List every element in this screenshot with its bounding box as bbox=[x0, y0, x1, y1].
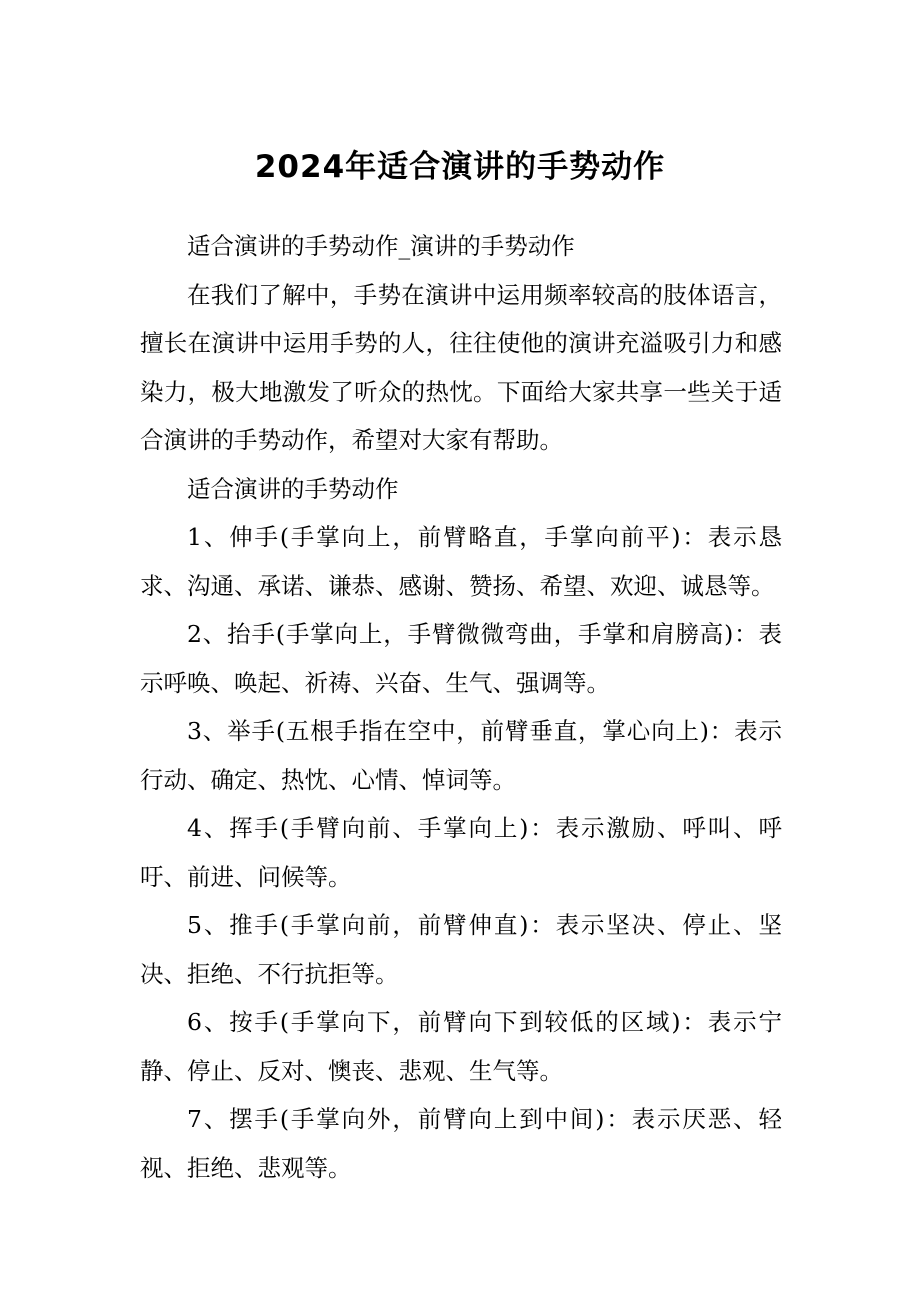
subtitle-paragraph: 适合演讲的手势动作_演讲的手势动作 bbox=[187, 232, 575, 260]
list-item-2: 2、抬手(手掌向上，手臂微微弯曲，手掌和肩膀高)：表示呼唤、唤起、祈祷、兴奋、生气、强调等。 bbox=[140, 620, 782, 697]
list-item-5: 5、推手(手掌向前，前臂伸直)：表示坚决、停止、坚决、拒绝、不行抗拒等。 bbox=[140, 911, 782, 988]
list-item-4: 4、挥手(手臂向前、手掌向上)：表示激励、呼叫、呼吁、前进、问候等。 bbox=[140, 814, 782, 891]
document-title: 2024年适合演讲的手势动作 bbox=[254, 149, 666, 185]
list-item-1: 1、伸手(手掌向上，前臂略直，手掌向前平)：表示恳求、沟通、承诺、谦恭、感谢、赞扬、希望、欢迎、诚恳等。 bbox=[140, 523, 782, 600]
list-item-7: 7、摆手(手掌向外，前臂向上到中间)：表示厌恶、轻视、拒绝、悲观等。 bbox=[140, 1105, 782, 1182]
list-item-6: 6、按手(手掌向下，前臂向下到较低的区域)：表示宁静、停止、反对、懊丧、悲观、生气等。 bbox=[140, 1008, 782, 1085]
document-body bbox=[140, 222, 782, 1192]
section-heading: 适合演讲的手势动作 bbox=[187, 474, 399, 503]
list-item-3: 3、举手(五根手指在空中，前臂垂直，掌心向上)：表示行动、确定、热忱、心情、悼词等。 bbox=[140, 717, 782, 794]
intro-paragraph: 在我们了解中，手势在演讲中运用频率较高的肢体语言，擅长在演讲中运用手势的人，往往使他的演讲充溢吸引力和感染力，极大地激发了听众的热忱。下面给大家共享一些关于适合演讲的手势动作，希望对大家有帮助。 bbox=[140, 280, 782, 454]
